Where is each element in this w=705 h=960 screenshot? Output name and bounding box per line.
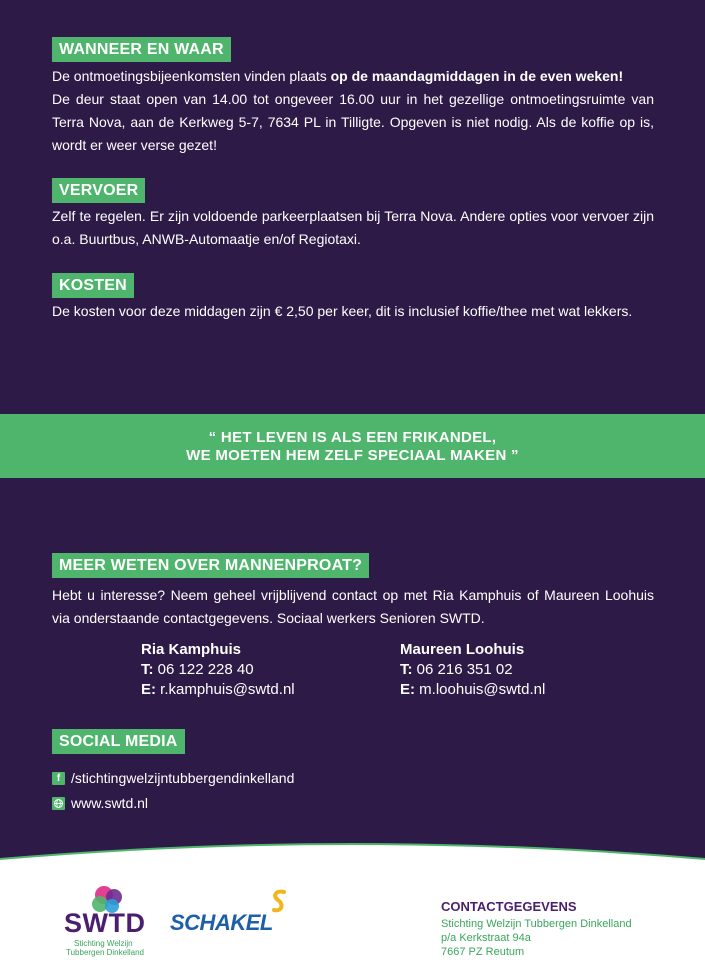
quote-band [0, 414, 705, 478]
social-media-header: SOCIAL MEDIA [52, 729, 185, 754]
contact-line-1: Stichting Welzijn Tubbergen Dinkelland [441, 918, 632, 930]
more-info-header: MEER WETEN OVER MANNENPROAT? [52, 553, 369, 578]
swtd-logo [60, 882, 155, 958]
when-where-intro: De ontmoetingsbijeenkomsten vinden plaats [52, 68, 331, 84]
costs-header: KOSTEN [52, 273, 134, 298]
quote-line-1: “ HET LEVEN IS ALS EEN FRIKANDEL, [208, 429, 497, 446]
when-where-header: WANNEER EN WAAR [52, 37, 231, 62]
when-where-highlight: op de maandagmiddagen in de even weken! [330, 68, 624, 84]
schakel-logo [170, 888, 300, 938]
website-url: www.swtd.nl [71, 795, 149, 811]
contact-phone[interactable]: T: 06 122 228 40 [141, 661, 254, 678]
when-where-text [52, 65, 654, 157]
contact-phone[interactable]: T: 06 216 351 02 [400, 661, 513, 678]
globe-icon [52, 797, 65, 810]
contact-title: CONTACTGEGEVENS [441, 899, 577, 914]
website-link[interactable] [52, 794, 148, 812]
contact-name: Maureen Loohuis [400, 641, 525, 658]
contact-name: Ria Kamphuis [141, 641, 242, 658]
schakel-wordmark: SCHAKEL [170, 910, 273, 935]
facebook-handle: /stichtingwelzijntubbergendinkelland [71, 770, 295, 786]
transport-header: VERVOER [52, 178, 145, 203]
contact-ria [141, 640, 295, 700]
contact-maureen [400, 640, 545, 700]
when-where-details: De deur staat open van 14.00 tot ongeveer 16.00 uur in het gezellige ontmoetingsruimte van Terra Nova, aan de Kerkweg 5-7, 7634 PL in Tilligte. Opgeven is niet nodig. Als de koffie op is, wordt er weer verse gezet! [52, 91, 654, 153]
swtd-wordmark: SWTD [64, 908, 146, 938]
contact-email[interactable]: E: r.kamphuis@swtd.nl [141, 681, 295, 698]
costs-text: De kosten voor deze middagen zijn € 2,50 per keer, dit is inclusief koffie/thee met wat lekkers. [52, 303, 633, 319]
swtd-subtitle-1: Stichting Welzijn [74, 939, 133, 948]
contact-line-2: p/a Kerkstraat 94a [441, 932, 531, 944]
contact-line-3: 7667 PZ Reutum [441, 946, 525, 958]
transport-text: Zelf te regelen. Er zijn voldoende parkeerplaatsen bij Terra Nova. Andere opties voor vervoer zijn o.a. Buurtbus, ANWB-Automaatje en/of Regiotaxi. [52, 208, 654, 247]
contact-email[interactable]: E: m.loohuis@swtd.nl [400, 681, 546, 698]
swtd-subtitle-2: Tubbergen Dinkelland [66, 948, 144, 957]
quote-line-2: WE MOETEN HEM ZELF SPECIAAL MAKEN ” [186, 447, 519, 464]
more-info-text: Hebt u interesse? Neem geheel vrijblijvend contact op met Ria Kamphuis of Maureen Loohuis via onderstaande contactgegevens. Sociaal werkers Senioren SWTD. [52, 587, 654, 626]
facebook-link[interactable] [52, 769, 294, 787]
facebook-icon: f [52, 772, 65, 785]
